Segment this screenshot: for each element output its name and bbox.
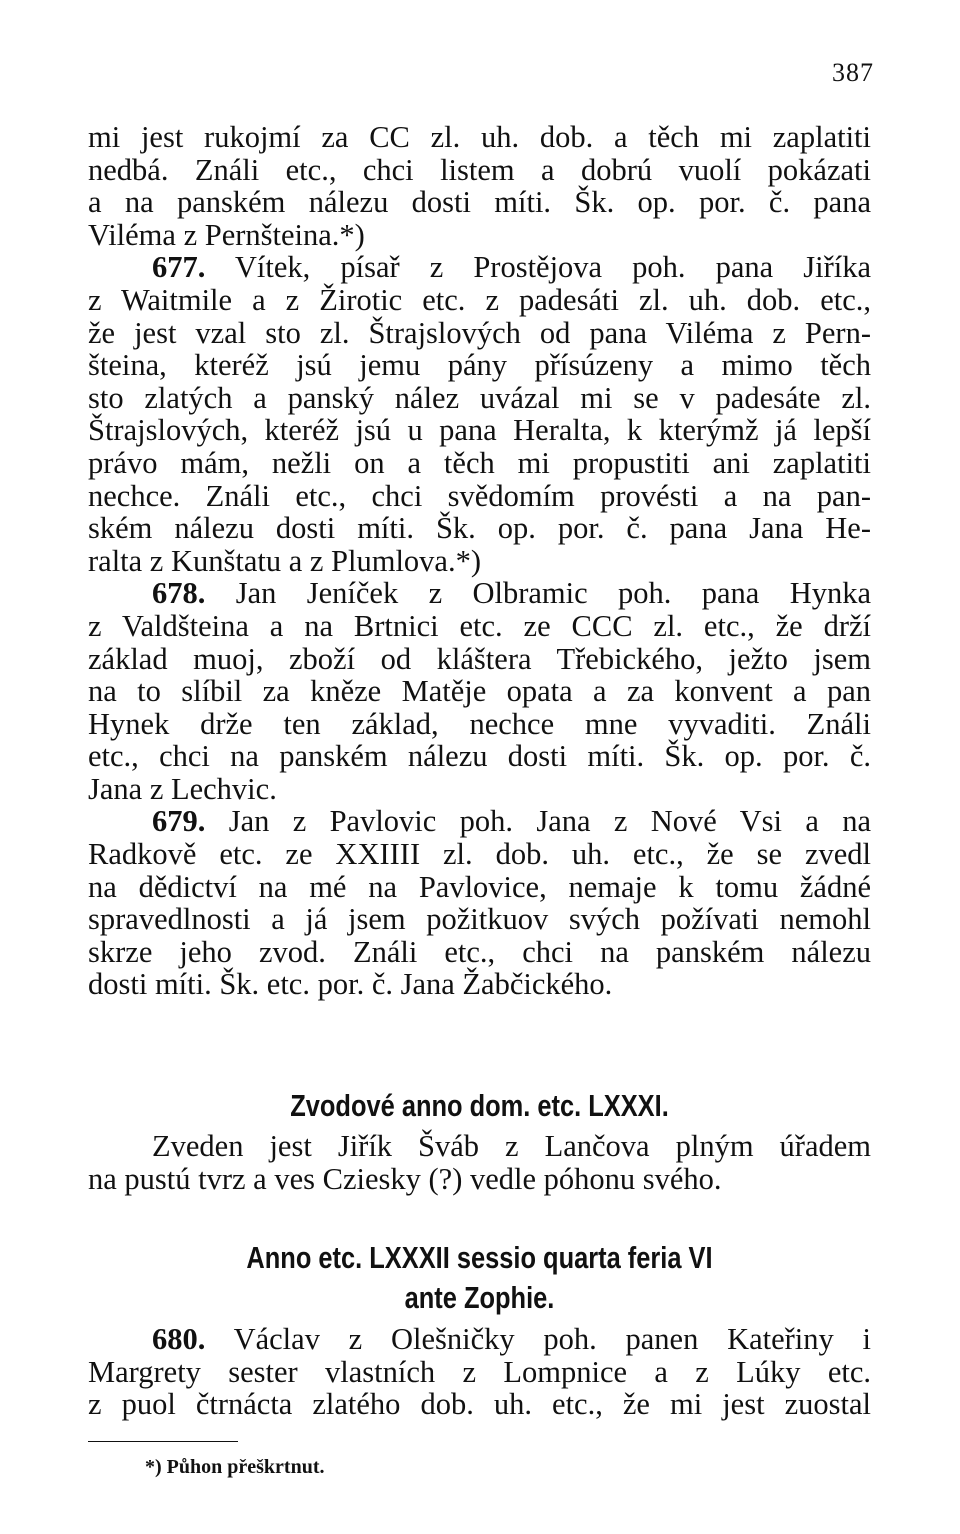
- text-line: nedbá. Ználi etc., chci listem a dobrú vuolí pokázati: [88, 152, 871, 187]
- section-heading-zvodove: Zvodové anno dom. etc. LXXXI.: [290, 1088, 669, 1123]
- text-line: Václav z Olešničky poh. panen Kateřiny i: [233, 1322, 871, 1356]
- entry-number: 677.: [152, 250, 206, 285]
- text-line: Zveden jest Jiřík Šváb z Lančova plným úřadem: [152, 1129, 871, 1163]
- main-text-block: [88, 121, 871, 1001]
- text-line: mi jest rukojmí za CC zl. uh. dob. a těch mi zaplatiti: [88, 120, 871, 154]
- text-line: Jan Jeníček z Olbramic poh. pana Hynka: [235, 576, 872, 611]
- text-line: Štrajslových, kteréž jsú u pana Heralta, k kterýmž já lepší: [88, 413, 871, 448]
- text-line: Radkově etc. ze XXIIII zl. dob. uh. etc., že se zvedl: [88, 837, 871, 872]
- entry-680-first-line: [88, 1323, 871, 1356]
- zvod-paragraph: [88, 1130, 871, 1195]
- text-line: z Waitmile a z Žirotic etc. z padesáti zl. uh. dob. etc.,: [88, 282, 871, 317]
- entry-680-block: [88, 1323, 871, 1421]
- text-line: z puol čtrnácta zlatého dob. uh. etc., že mi jest zuostal: [88, 1387, 871, 1422]
- text-line: etc., chci na panském nálezu dosti míti. Šk. op. por. č.: [88, 739, 871, 774]
- page-number: 387: [832, 58, 874, 87]
- entry-679-first-line: [88, 805, 871, 838]
- entry-number: 679.: [152, 804, 206, 839]
- text-line: z Valdšteina a na Brtnici etc. ze CCC zl. etc., že drží: [88, 608, 871, 643]
- text-line: ském nálezu dosti míti. Šk. op. por. č. pana Jana He-: [88, 511, 871, 546]
- text-line: základ muoj, zboží od kláštera Třebického, ježto jsem: [88, 641, 871, 676]
- text-line: šteina, kteréž jsú jemu pány přísúzeny a mimo těch: [88, 348, 871, 383]
- text-line: Jan z Pavlovic poh. Jana z Nové Vsi a na: [228, 804, 871, 839]
- text-line: Margrety sester vlastních z Lompnice a z Lúky etc.: [88, 1354, 871, 1389]
- footnote: *) Půhon přeškrtnut.: [145, 1456, 325, 1478]
- text-line: skrze jeho zvod. Ználi etc., chci na panském nálezu: [88, 934, 871, 969]
- text-line: že jest vzal sto zl. Štrajslových od pana Viléma z Pern-: [88, 315, 871, 350]
- text-line: Hynek drže ten základ, nechce mne vyvaditi. Ználi: [88, 706, 871, 741]
- text-line: na pustú tvrz a ves Cziesky (?) vedle póhonu svého.: [88, 1161, 722, 1196]
- entry-number: 678.: [152, 576, 206, 611]
- text-line: a na panském nálezu dosti míti. Šk. op. por. č. pana: [88, 185, 871, 220]
- text-line: Jana z Lechvic.: [88, 771, 277, 806]
- text-line: nechce. Ználi etc., chci svědomím provésti a na pan-: [88, 478, 871, 513]
- section-heading-ante-zophie: ante Zophie.: [404, 1280, 555, 1315]
- text-line: Vítek, písař z Prostějova poh. pana Jiříka: [234, 250, 872, 285]
- text-line: spravedlnosti a já jsem požitkuov svých požívati nemohl: [88, 902, 871, 937]
- entry-678-first-line: [88, 577, 871, 610]
- text-line: sto zlatých a panský nález uvázal mi se v padesáte zl.: [88, 380, 871, 415]
- text-line: ralta z Kunštatu a z Plumlova.*): [88, 543, 482, 578]
- footnote-rule: [88, 1441, 238, 1442]
- entry-677-first-line: [88, 251, 871, 284]
- section-heading-anno-lxxxii: Anno etc. LXXXII sessio quarta feria VI: [246, 1240, 713, 1275]
- text-line: na to slíbil za kněze Matěje opata a za konvent a pan: [88, 674, 871, 709]
- text-line: Viléma z Pernšteina.*): [88, 217, 365, 252]
- entry-number: 680.: [152, 1322, 206, 1356]
- text-line: právo mám, nežli on a těch mi propustiti ani zaplatiti: [88, 445, 871, 480]
- text-line: na dědictví na mé na Pavlovice, nemaje k tomu žádné: [88, 869, 871, 904]
- text-line: dosti míti. Šk. etc. por. č. Jana Žabčického.: [88, 967, 613, 1002]
